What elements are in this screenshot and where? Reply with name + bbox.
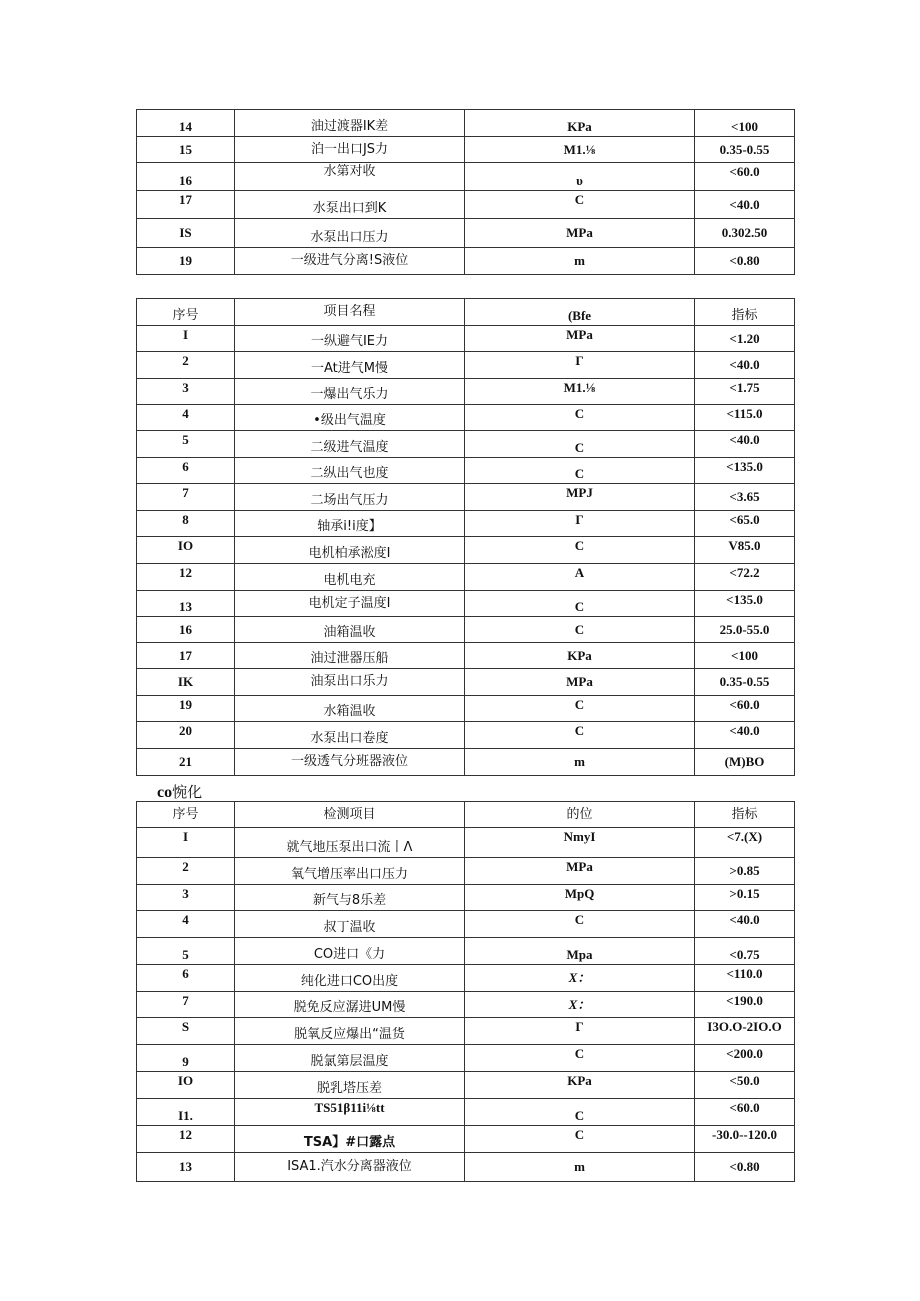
cell-seq: I [137, 326, 235, 352]
cell-spec: V85.0 [695, 537, 795, 564]
cell-unit: C [465, 591, 695, 617]
cell-seq: 12 [137, 564, 235, 591]
cell-spec: >0.85 [695, 858, 795, 885]
cell-unit: MPa [465, 858, 695, 885]
table-row [137, 248, 795, 275]
cell-spec: <190.0 [695, 992, 795, 1018]
cell-unit: C [465, 537, 695, 564]
cell-seq: 8 [137, 511, 235, 537]
cell-spec: <100 [695, 110, 795, 137]
cell-seq: 13 [137, 591, 235, 617]
cell-spec: <72.2 [695, 564, 795, 591]
table-row [137, 669, 795, 696]
cell-seq: IK [137, 669, 235, 696]
cell-spec: 25.0-55.0 [695, 617, 795, 643]
cell-item: 脱免反应潺进UM慢 [235, 992, 465, 1018]
table-header-row [137, 802, 795, 828]
cell-item: 油过渡器IK差 [235, 110, 465, 137]
cell-spec: <135.0 [695, 591, 795, 617]
cell-spec: <135.0 [695, 458, 795, 484]
cell-unit: C [465, 1099, 695, 1126]
cell-spec: <50.0 [695, 1072, 795, 1099]
cell-spec: <1.75 [695, 379, 795, 405]
table-row [137, 405, 795, 431]
cell-spec: <1.20 [695, 326, 795, 352]
cell-item: 脱氧反应爆出“温货 [235, 1018, 465, 1045]
cell-item: 泊一出口JS力 [235, 137, 465, 163]
cell-unit: MPJ [465, 484, 695, 511]
cell-seq: 7 [137, 992, 235, 1018]
cell-item: 电机电充 [235, 564, 465, 591]
table-row [137, 965, 795, 992]
cell-spec: 0.302.50 [695, 219, 795, 248]
cell-item: CO进口《力 [235, 938, 465, 965]
cell-unit: A [465, 564, 695, 591]
cell-unit: m [465, 1153, 695, 1182]
cell-item: 二场出气压力 [235, 484, 465, 511]
cell-item: TS51β11i⅛tt [235, 1099, 465, 1126]
header-unit: 的位 [465, 802, 695, 828]
cell-seq: 15 [137, 137, 235, 163]
cell-spec: I3O.O-2IO.O [695, 1018, 795, 1045]
cell-unit: MpQ [465, 885, 695, 911]
table-row [137, 938, 795, 965]
cell-item: 叔丁温收 [235, 911, 465, 938]
table-row [137, 458, 795, 484]
cell-item: 就气地压泵出口流丨Λ [235, 828, 465, 858]
cell-spec: <60.0 [695, 163, 795, 191]
table-row [137, 511, 795, 537]
cell-seq: 19 [137, 696, 235, 722]
table-row [137, 885, 795, 911]
cell-item: 水箱温收 [235, 696, 465, 722]
cell-unit: C [465, 191, 695, 219]
cell-item: 水泵出口压力 [235, 219, 465, 248]
cell-seq: IO [137, 537, 235, 564]
table-row [137, 911, 795, 938]
cell-seq: 21 [137, 749, 235, 776]
table-1 [136, 109, 795, 275]
table-row [137, 219, 795, 248]
table-row [137, 749, 795, 776]
cell-item: 一级透气分班器液位 [235, 749, 465, 776]
cell-seq: 4 [137, 405, 235, 431]
cell-spec: <0.80 [695, 248, 795, 275]
cell-spec: <0.80 [695, 1153, 795, 1182]
cell-unit: X： [465, 992, 695, 1018]
cell-item: 油过泄器压船 [235, 643, 465, 669]
cell-unit: m [465, 749, 695, 776]
cell-item: 一爆出气乐力 [235, 379, 465, 405]
cell-seq: 3 [137, 379, 235, 405]
cell-unit: KPa [465, 110, 695, 137]
cell-item: 轴承i!i度】 [235, 511, 465, 537]
table-row [137, 379, 795, 405]
cell-item: 脱乳塔压差 [235, 1072, 465, 1099]
header-seq: 序号 [137, 802, 235, 828]
cell-unit: MPa [465, 219, 695, 248]
cell-spec: <0.75 [695, 938, 795, 965]
header-item: 项目名程 [235, 299, 465, 326]
cell-unit: M1.⅛ [465, 379, 695, 405]
cell-spec: <110.0 [695, 965, 795, 992]
table-row [137, 1153, 795, 1182]
cell-item: 纯化进口CO出度 [235, 965, 465, 992]
cell-spec: 0.35-0.55 [695, 137, 795, 163]
cell-spec: 0.35-0.55 [695, 669, 795, 696]
table-row [137, 1126, 795, 1153]
cell-item: 油泵出口乐力 [235, 669, 465, 696]
cell-spec: >0.15 [695, 885, 795, 911]
cell-seq: 7 [137, 484, 235, 511]
cell-seq: 9 [137, 1045, 235, 1072]
cell-seq: 3 [137, 885, 235, 911]
cell-spec: <7.(X) [695, 828, 795, 858]
cell-spec: (M)BO [695, 749, 795, 776]
cell-unit: KPa [465, 643, 695, 669]
cell-item: 一At进气M慢 [235, 352, 465, 379]
cell-unit: KPa [465, 1072, 695, 1099]
cell-seq: S [137, 1018, 235, 1045]
cell-seq: IO [137, 1072, 235, 1099]
cell-item: TSA】#口露点 [235, 1126, 465, 1153]
table-row [137, 326, 795, 352]
cell-spec: <65.0 [695, 511, 795, 537]
cell-item: 一纵避气IE力 [235, 326, 465, 352]
table-row [137, 722, 795, 749]
table-row [137, 537, 795, 564]
table-row [137, 564, 795, 591]
cell-item: 电机柏承淞度I [235, 537, 465, 564]
cell-item: 水第对收 [235, 163, 465, 191]
cell-unit: Γ [465, 352, 695, 379]
table-row [137, 110, 795, 137]
cell-unit: MPa [465, 669, 695, 696]
table-header-row [137, 299, 795, 326]
cell-spec: <40.0 [695, 191, 795, 219]
header-spec: 指标 [695, 802, 795, 828]
table-3 [136, 801, 795, 1182]
cell-unit: C [465, 696, 695, 722]
section-title-text: 惋化 [172, 783, 203, 801]
header-item: 检测项目 [235, 802, 465, 828]
cell-seq: 6 [137, 965, 235, 992]
cell-seq: 13 [137, 1153, 235, 1182]
cell-spec: <100 [695, 643, 795, 669]
cell-seq: 5 [137, 938, 235, 965]
section-title [157, 781, 202, 802]
cell-spec: <40.0 [695, 352, 795, 379]
cell-unit: MPa [465, 326, 695, 352]
cell-spec: <40.0 [695, 431, 795, 458]
cell-unit: m [465, 248, 695, 275]
header-seq: 序号 [137, 299, 235, 326]
cell-spec: -30.0--120.0 [695, 1126, 795, 1153]
table-row [137, 163, 795, 191]
cell-unit: X： [465, 965, 695, 992]
cell-spec: <3.65 [695, 484, 795, 511]
cell-unit: C [465, 431, 695, 458]
section-title-code: co [157, 784, 173, 801]
header-spec: 指标 [695, 299, 795, 326]
cell-unit: C [465, 722, 695, 749]
cell-unit: Γ [465, 1018, 695, 1045]
cell-unit: C [465, 458, 695, 484]
cell-seq: 17 [137, 191, 235, 219]
cell-unit: M1.⅛ [465, 137, 695, 163]
cell-seq: 2 [137, 352, 235, 379]
cell-unit: Γ [465, 511, 695, 537]
table-row [137, 431, 795, 458]
cell-item: 水泵出口到K [235, 191, 465, 219]
cell-seq: I [137, 828, 235, 858]
cell-spec: <40.0 [695, 722, 795, 749]
cell-item: 一级进气分离!S液位 [235, 248, 465, 275]
table-row [137, 137, 795, 163]
cell-seq: 17 [137, 643, 235, 669]
table-row [137, 828, 795, 858]
cell-seq: I1. [137, 1099, 235, 1126]
table-row [137, 191, 795, 219]
cell-spec: <200.0 [695, 1045, 795, 1072]
cell-seq: 5 [137, 431, 235, 458]
cell-unit: C [465, 617, 695, 643]
cell-spec: <115.0 [695, 405, 795, 431]
cell-seq: 19 [137, 248, 235, 275]
table-row [137, 591, 795, 617]
cell-seq: 14 [137, 110, 235, 137]
table-row [137, 643, 795, 669]
table-row [137, 696, 795, 722]
cell-seq: 4 [137, 911, 235, 938]
cell-spec: <60.0 [695, 696, 795, 722]
cell-item: 电机定子温度I [235, 591, 465, 617]
cell-seq: 6 [137, 458, 235, 484]
cell-unit: υ [465, 163, 695, 191]
cell-seq: 16 [137, 617, 235, 643]
table-row [137, 1072, 795, 1099]
header-unit: (Bfe [465, 299, 695, 326]
table-row [137, 1018, 795, 1045]
cell-item: 氧气增压率出口压力 [235, 858, 465, 885]
table-row [137, 352, 795, 379]
cell-item: •级出气温度 [235, 405, 465, 431]
cell-unit: C [465, 1045, 695, 1072]
cell-item: 二纵出气也度 [235, 458, 465, 484]
cell-item: 脱氯第层温度 [235, 1045, 465, 1072]
table-2 [136, 298, 795, 776]
cell-item: 油箱温收 [235, 617, 465, 643]
table-row [137, 1045, 795, 1072]
cell-spec: <60.0 [695, 1099, 795, 1126]
cell-seq: 16 [137, 163, 235, 191]
cell-item: 新气与8乐差 [235, 885, 465, 911]
table-row [137, 992, 795, 1018]
cell-seq: 20 [137, 722, 235, 749]
cell-unit: C [465, 911, 695, 938]
table-row [137, 1099, 795, 1126]
cell-seq: 12 [137, 1126, 235, 1153]
cell-unit: C [465, 1126, 695, 1153]
cell-unit: C [465, 405, 695, 431]
cell-seq: IS [137, 219, 235, 248]
table-row [137, 858, 795, 885]
cell-unit: Mpa [465, 938, 695, 965]
cell-item: ISA1.汽水分离器液位 [235, 1153, 465, 1182]
cell-spec: <40.0 [695, 911, 795, 938]
table-row [137, 484, 795, 511]
cell-seq: 2 [137, 858, 235, 885]
cell-item: 二级进气温度 [235, 431, 465, 458]
table-row [137, 617, 795, 643]
cell-item: 水泵出口卷度 [235, 722, 465, 749]
cell-unit: NmyI [465, 828, 695, 858]
